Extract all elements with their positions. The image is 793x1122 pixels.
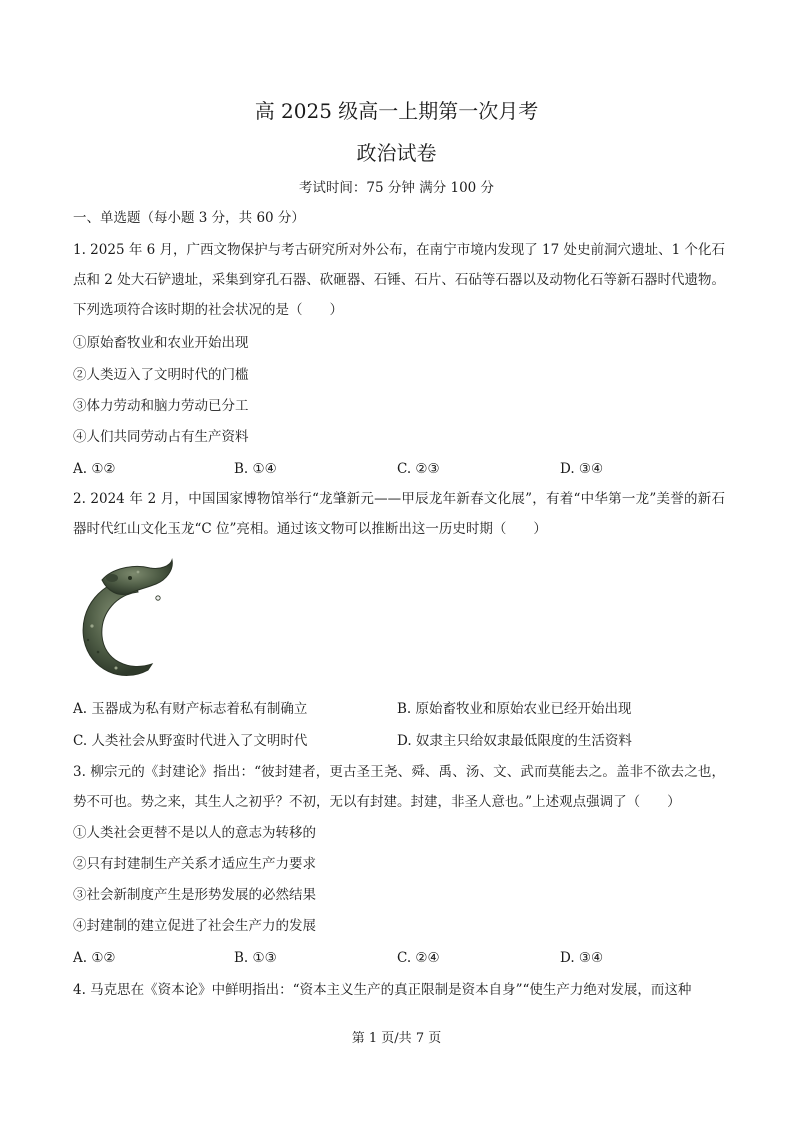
q3-item-1: ①人类社会更替不是以人的意志为转移的 [73,825,316,841]
q1-option-c: C. ②③ [397,461,440,477]
page-footer: 第 1 页/共 7 页 [351,1031,442,1046]
q2-option-a: A. 玉器成为私有财产标志着私有制确立 [73,701,308,717]
q1-option-b: B. ①④ [234,461,277,477]
q3-item-2: ②只有封建制生产关系才适应生产力要求 [73,856,316,872]
q3-option-a: A. ①② [73,950,116,966]
q2-option-b: B. 原始畜牧业和原始农业已经开始出现 [397,701,632,717]
q1-option-a: A. ①② [73,461,116,477]
q3-item-4: ④封建制的建立促进了社会生产力的发展 [73,918,316,934]
q3-stem: 3. 柳宗元的《封建论》指出：“彼封建者，更古圣王尧、舜、禹、汤、文、武而莫能去之。盖非不欲去之也，势不可也。势之来，其生人之初乎？不初，无以有封建。封建，非圣人意也。”上述观点强调了（ ） [73,764,725,810]
section-heading: 一、单选题（每小题 3 分，共 60 分） [73,210,305,226]
q3-option-b: B. ①③ [234,950,277,966]
q1-item-3: ③体力劳动和脑力劳动已分工 [73,398,249,414]
exam-subject: 政治试卷 [356,141,437,165]
q3-option-c: C. ②④ [397,950,440,966]
exam-title: 高 2025 级高一上期第一次月考 [254,99,539,123]
q3-option-d: D. ③④ [560,950,604,966]
q1-item-2: ②人类迈入了文明时代的门槛 [73,367,249,383]
q4-stem: 4. 马克思在《资本论》中鲜明指出：“资本主义生产的真正限制是资本自身”“使生产力绝对发展，而这种 [73,982,692,998]
q1-item-1: ①原始畜牧业和农业开始出现 [73,335,249,351]
q1-item-4: ④人们共同劳动占有生产资料 [73,429,249,445]
jade-dragon-image [72,556,176,684]
q1-option-d: D. ③④ [560,461,604,477]
q2-stem: 2. 2024 年 2 月，中国国家博物馆举行“龙肇新元——甲辰龙年新春文化展”，有着“中华第一龙”美誉的新石器时代红山文化玉龙“C 位”亮相。通过该文物可以推断出这一历史时期（ ） [73,491,725,537]
q2-option-d: D. 奴隶主只给奴隶最低限度的生活资料 [397,733,632,749]
q3-item-3: ③社会新制度产生是形势发展的必然结果 [73,887,316,903]
q1-stem: 1. 2025 年 6 月，广西文物保护与考古研究所对外公布，在南宁市境内发现了 17 处史前洞穴遗址、1 个化石点和 2 处大石铲遗址，采集到穿孔石器、砍砸器、石锤、石片、石砧等石器以及动物化石等新石器时代遗物。下列选项符合该时期的社会状况的是（ ） [73,242,725,318]
q2-option-c: C. 人类社会从野蛮时代进入了文明时代 [73,733,308,749]
exam-info: 考试时间：75 分钟 满分 100 分 [298,180,495,196]
